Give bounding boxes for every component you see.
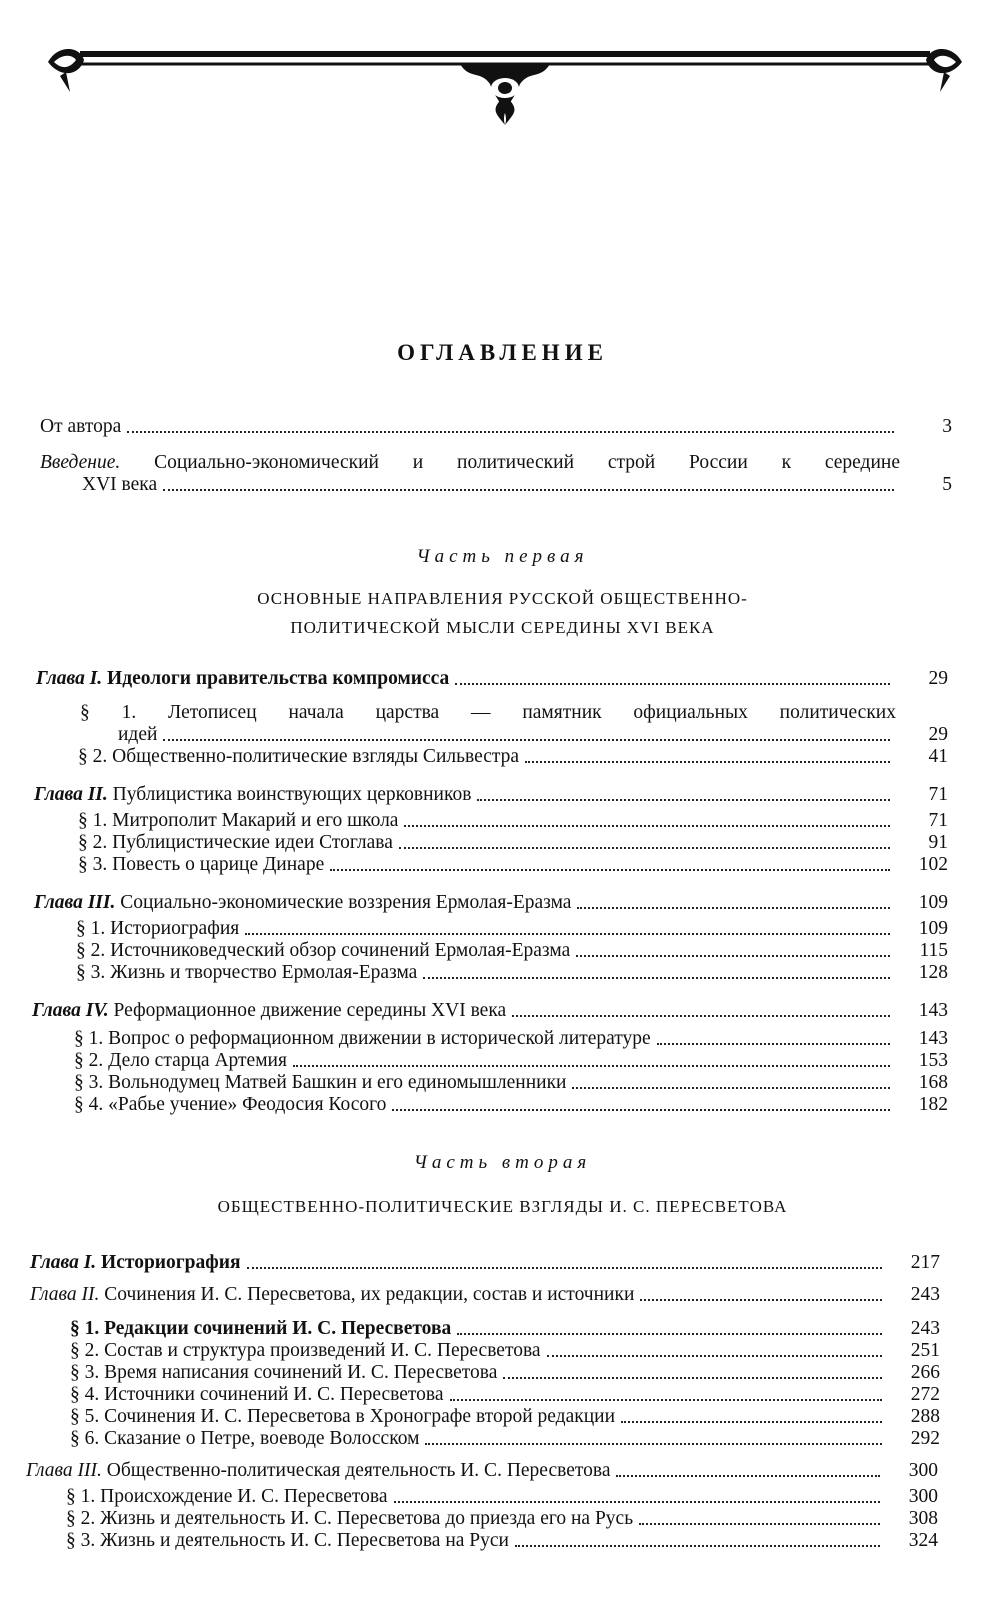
part-label: Часть вторая <box>413 1152 592 1173</box>
page-number: 243 <box>910 1318 940 1339</box>
section-entry <box>74 1094 948 1116</box>
section-text: § 4. «Рабье учение» Феодосия Косого <box>74 1094 387 1115</box>
page-number: 128 <box>918 962 948 983</box>
page-number: 324 <box>908 1530 938 1551</box>
part-title-line: ОСНОВНЫЕ НАПРАВЛЕНИЯ РУССКОЙ ОБЩЕСТВЕННО- <box>257 589 748 608</box>
section-text: § 2. Публицистические идеи Стоглава <box>78 832 393 853</box>
entry-text: От автора <box>40 416 122 437</box>
page-number: 153 <box>918 1050 948 1071</box>
section-entry <box>66 1508 938 1530</box>
page-number: 217 <box>910 1252 940 1273</box>
dot-leader <box>577 906 890 909</box>
center-ornament <box>460 64 550 125</box>
page-number: 308 <box>908 1508 938 1529</box>
page-number: 182 <box>918 1094 948 1115</box>
page-number: 41 <box>928 746 948 767</box>
section-entry <box>70 1318 940 1340</box>
entry-label: Введение. <box>40 452 121 473</box>
left-leaf-ornament <box>48 49 84 92</box>
part-title <box>0 584 1005 642</box>
section-text: § 5. Сочинения И. С. Пересветова в Хронографе второй редакции <box>70 1406 616 1427</box>
section-entry <box>70 1428 940 1450</box>
chapter-title: Социально-экономические воззрения Ермолая-Еразма <box>120 892 572 913</box>
section-text: § 1. Историография <box>76 918 240 939</box>
dot-leader <box>450 1398 883 1401</box>
dot-leader <box>404 824 890 827</box>
section-entry <box>80 702 948 746</box>
dot-leader <box>572 1086 890 1089</box>
dot-leader <box>457 1332 882 1335</box>
page-number: 251 <box>910 1340 940 1361</box>
part-label: Часть первая <box>416 546 589 567</box>
section-text: § 3. Жизнь и деятельность И. С. Пересветова на Руси <box>66 1530 509 1551</box>
chapter-label: Глава II. <box>34 784 108 805</box>
dot-leader <box>640 1298 882 1301</box>
chapter-label: Глава I. <box>30 1252 97 1273</box>
section-text: § 1. Вопрос о реформационном движении в исторической литературе <box>74 1028 651 1049</box>
dot-leader <box>512 1014 890 1017</box>
chapter-heading <box>26 1460 938 1482</box>
section-entry <box>74 1028 948 1050</box>
part-title-line: ПОЛИТИЧЕСКОЙ МЫСЛИ СЕРЕДИНЫ XVI ВЕКА <box>290 618 715 637</box>
page-number: 3 <box>942 416 952 437</box>
page-number: 71 <box>928 784 948 805</box>
chapter-heading <box>30 1252 940 1274</box>
dot-leader <box>477 798 890 801</box>
dot-leader <box>247 1266 883 1269</box>
chapter-title: Общественно-политическая деятельность И. С. Пересветова <box>106 1460 611 1481</box>
dot-leader <box>576 954 890 957</box>
page-number: 115 <box>919 940 948 961</box>
dot-leader <box>127 430 894 433</box>
dot-leader <box>525 760 890 763</box>
chapter-title: Сочинения И. С. Пересветова, их редакции, состав и источники <box>104 1284 635 1305</box>
page-number: 143 <box>918 1000 948 1021</box>
page-number: 168 <box>918 1072 948 1093</box>
section-entry <box>78 746 948 768</box>
section-text-continued: идей <box>118 724 158 745</box>
chapter-label: Глава IV. <box>32 1000 109 1021</box>
section-entry <box>76 940 948 962</box>
chapter-title: Историография <box>101 1252 241 1273</box>
chapter-label: Глава II. <box>30 1284 100 1305</box>
page-number: 109 <box>918 918 948 939</box>
section-entry <box>66 1486 938 1508</box>
section-text: § 6. Сказание о Петре, воеводе Волосском <box>70 1428 420 1449</box>
dot-leader <box>399 846 890 849</box>
page-number: 300 <box>908 1460 938 1481</box>
page-number: 292 <box>910 1428 940 1449</box>
dot-leader <box>163 738 890 741</box>
dot-leader <box>423 976 890 979</box>
dot-leader <box>616 1474 880 1477</box>
chapter-label: Глава III. <box>26 1460 102 1481</box>
chapter-heading <box>34 784 948 806</box>
chapter-title: Реформационное движение середины XVI века <box>113 1000 507 1021</box>
dot-leader <box>163 488 894 491</box>
page-number: 71 <box>928 810 948 831</box>
section-text: § 2. Источниковедческий обзор сочинений Ермолая-Еразма <box>76 940 571 961</box>
dot-leader <box>330 868 890 871</box>
section-text: § 1. Митрополит Макарий и его школа <box>78 810 399 831</box>
dot-leader <box>515 1544 880 1547</box>
section-entry <box>78 810 948 832</box>
toc-entry-introduction <box>40 452 952 496</box>
section-entry <box>74 1072 948 1094</box>
toc-entry-preface <box>40 416 952 438</box>
page-number: 300 <box>908 1486 938 1507</box>
dot-leader <box>503 1376 882 1379</box>
page-number: 243 <box>910 1284 940 1305</box>
page-number: 5 <box>942 474 952 495</box>
dot-leader <box>547 1354 882 1357</box>
page-number: 266 <box>910 1362 940 1383</box>
dot-leader <box>245 932 890 935</box>
section-entry <box>70 1384 940 1406</box>
right-leaf-ornament <box>926 49 962 92</box>
section-entry <box>70 1406 940 1428</box>
page-number: 109 <box>918 892 948 913</box>
part-title: ОБЩЕСТВЕННО-ПОЛИТИЧЕСКИЕ ВЗГЛЯДЫ И. С. ПЕРЕСВЕТОВА <box>217 1197 788 1216</box>
page-number: 29 <box>928 668 948 689</box>
section-text: § 3. Время написания сочинений И. С. Пересветова <box>70 1362 498 1383</box>
section-text: § 1. Летописец начала царства — памятник официальных политических <box>80 702 896 723</box>
section-text: § 2. Жизнь и деятельность И. С. Пересветова до приезда его на Русь <box>66 1508 634 1529</box>
dot-leader <box>394 1500 880 1503</box>
entry-text-continued: XVI века <box>82 474 158 495</box>
chapter-heading <box>30 1284 940 1306</box>
dot-leader <box>621 1420 882 1423</box>
dot-leader <box>392 1108 890 1111</box>
chapter-heading <box>36 668 948 690</box>
chapter-title: Идеологи правительства компромисса <box>107 668 450 689</box>
section-entry <box>76 918 948 940</box>
dot-leader <box>455 682 890 685</box>
ornamental-header <box>40 40 970 135</box>
page-number: 29 <box>928 724 948 745</box>
chapter-title: Публицистика воинствующих церковников <box>112 784 472 805</box>
section-text: § 2. Общественно-политические взгляды Сильвестра <box>78 746 520 767</box>
section-text: § 2. Дело старца Артемия <box>74 1050 287 1071</box>
dot-leader <box>657 1042 890 1045</box>
section-text: § 1. Происхождение И. С. Пересветова <box>66 1486 388 1507</box>
section-entry <box>78 832 948 854</box>
page-number: 272 <box>910 1384 940 1405</box>
section-entry <box>70 1362 940 1384</box>
section-text: § 3. Жизнь и творчество Ермолая-Еразма <box>76 962 418 983</box>
section-text: § 3. Вольнодумец Матвей Башкин и его единомышленники <box>74 1072 567 1093</box>
page-number: 288 <box>910 1406 940 1427</box>
page-number: 102 <box>918 854 948 875</box>
dot-leader <box>639 1522 880 1525</box>
section-entry <box>76 962 948 984</box>
section-text: § 2. Состав и структура произведений И. С. Пересветова <box>70 1340 541 1361</box>
section-entry <box>78 854 948 876</box>
page-title: ОГЛАВЛЕНИЕ <box>397 340 608 365</box>
chapter-label: Глава III. <box>34 892 116 913</box>
entry-text: Социально-экономический и политический строй России к середине <box>154 452 901 473</box>
section-text: § 4. Источники сочинений И. С. Пересветова <box>70 1384 444 1405</box>
page-number: 91 <box>928 832 948 853</box>
chapter-heading <box>34 892 948 914</box>
section-entry <box>70 1340 940 1362</box>
chapter-heading <box>32 1000 948 1022</box>
dot-leader <box>293 1064 890 1067</box>
dot-leader <box>425 1442 882 1445</box>
section-entry <box>66 1530 938 1552</box>
section-text: § 3. Повесть о царице Динаре <box>78 854 325 875</box>
page-number: 143 <box>918 1028 948 1049</box>
chapter-label: Глава I. <box>36 668 103 689</box>
section-text: § 1. Редакции сочинений И. С. Пересветова <box>70 1318 452 1339</box>
section-entry <box>74 1050 948 1072</box>
